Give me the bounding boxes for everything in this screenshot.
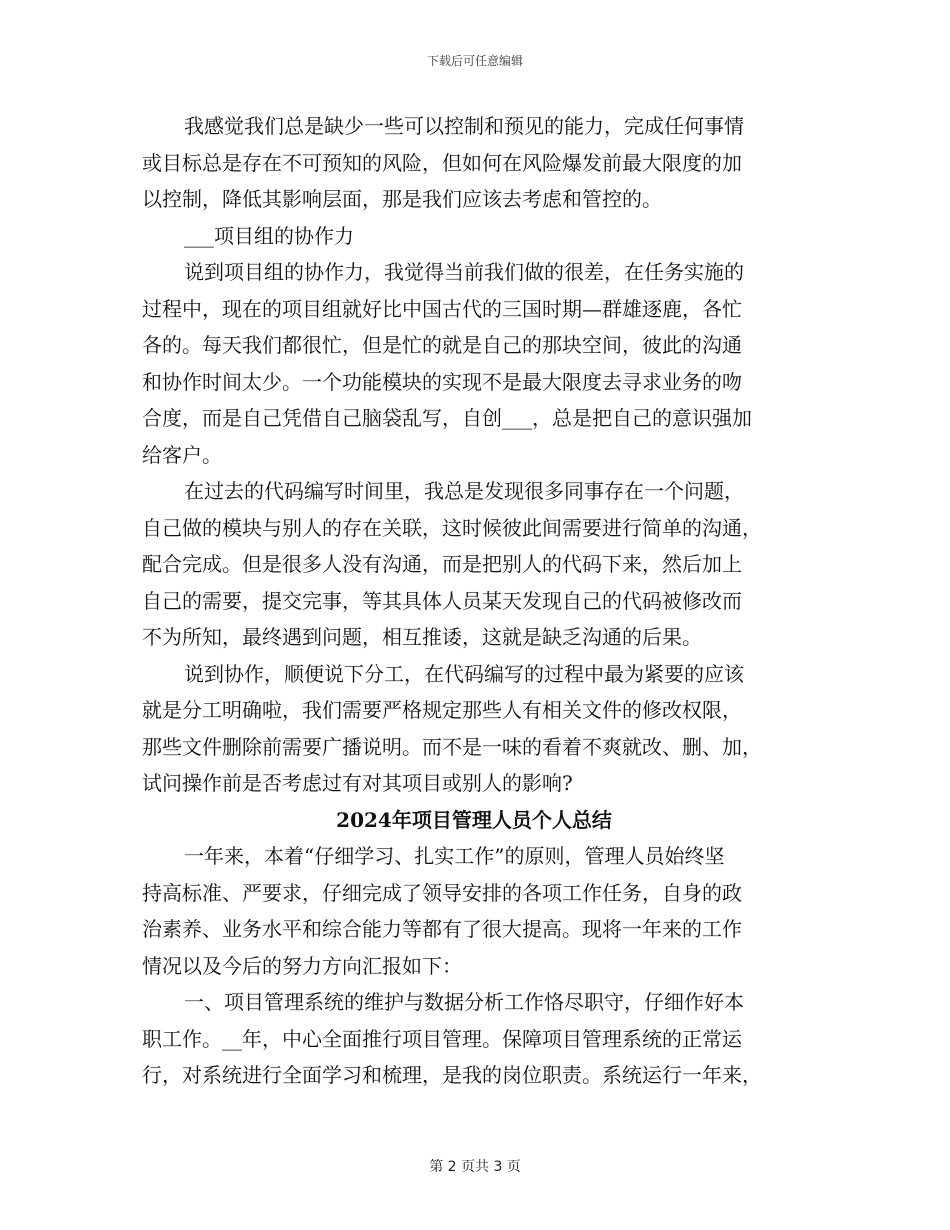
body-line: 给客户。 [142, 442, 222, 467]
body-line: 一年来，本着“仔细学习、扎实工作”的原则，管理人员始终坚 [184, 844, 725, 868]
body-line: 情况以及今后的努力方向汇报如下： [142, 953, 462, 978]
body-line: 在过去的代码编写时间里，我总是发现很多同事存在一个问题， [184, 479, 744, 503]
body-line: 那些文件删除前需要广播说明。而不是一味的看着不爽就改、删、加， [142, 734, 762, 759]
body-line: 和协作时间太少。一个功能模块的实现不是最大限度去寻求业务的吻 [142, 369, 742, 394]
section-heading: ___项目组的协作力 [184, 223, 354, 248]
body-line: 试问操作前是否考虑过有对其项目或别人的影响? [142, 771, 573, 795]
body-line: 持高标准、严要求，仔细完成了领导安排的各项工作任务，自身的政 [142, 880, 742, 905]
body-line: 就是分工明确啦，我们需要严格规定那些人有相关文件的修改权限， [142, 698, 742, 722]
body-line: 行，对系统进行全面学习和梳理，是我的岗位职责。系统运行一年来， [142, 1063, 762, 1087]
page-footer: 第 2 页共 3 页 [429, 1159, 521, 1175]
body-line: 各的。每天我们都很忙，但是忙的就是自己的那块空间，彼此的沟通 [142, 333, 742, 357]
body-line: 不为所知，最终遇到问题，相互推诿，这就是缺乏沟通的后果。 [142, 625, 702, 649]
page-header: 下载后可任意编辑 [426, 54, 523, 68]
body-line: 自己做的模块与别人的存在关联，这时候彼此间需要进行简单的沟通， [142, 515, 762, 540]
body-line: 合度，而是自己凭借自己脑袋乱写，自创___，总是把自己的意识强加 [142, 406, 752, 430]
body-line: 职工作。__年，中心全面推行项目管理。保障项目管理系统的正常运 [142, 1026, 742, 1051]
body-line: 一、项目管理系统的维护与数据分析工作恪尽职守，仔细作好本 [184, 990, 744, 1014]
body-line: 以控制，降低其影响层面，那是我们应该去考虑和管控的。 [142, 187, 662, 211]
body-line: 说到项目组的协作力，我觉得当前我们做的很差，在任务实施的 [184, 260, 744, 284]
body-line: 配合完成。但是很多人没有沟通，而是把别人的代码下来，然后加上 [142, 552, 742, 576]
body-line: 说到协作，顺便说下分工，在代码编写的过程中最为紧要的应该 [184, 661, 744, 686]
body-line: 或目标总是存在不可预知的风险，但如何在风险爆发前最大限度的加 [142, 150, 742, 175]
document-body [142, 108, 806, 1094]
body-line: 我感觉我们总是缺少一些可以控制和预见的能力，完成任何事情 [184, 114, 744, 138]
body-line: 过程中，现在的项目组就好比中国古代的三国时期—群雄逐鹿，各忙 [142, 296, 742, 321]
body-line: 治素养、业务水平和综合能力等都有了很大提高。现将一年来的工作 [142, 917, 742, 941]
document-title: 2024年项目管理人员个人总结 [336, 807, 612, 832]
body-line: 自己的需要，提交完事，等其具体人员某天发现自己的代码被修改而 [142, 588, 742, 613]
